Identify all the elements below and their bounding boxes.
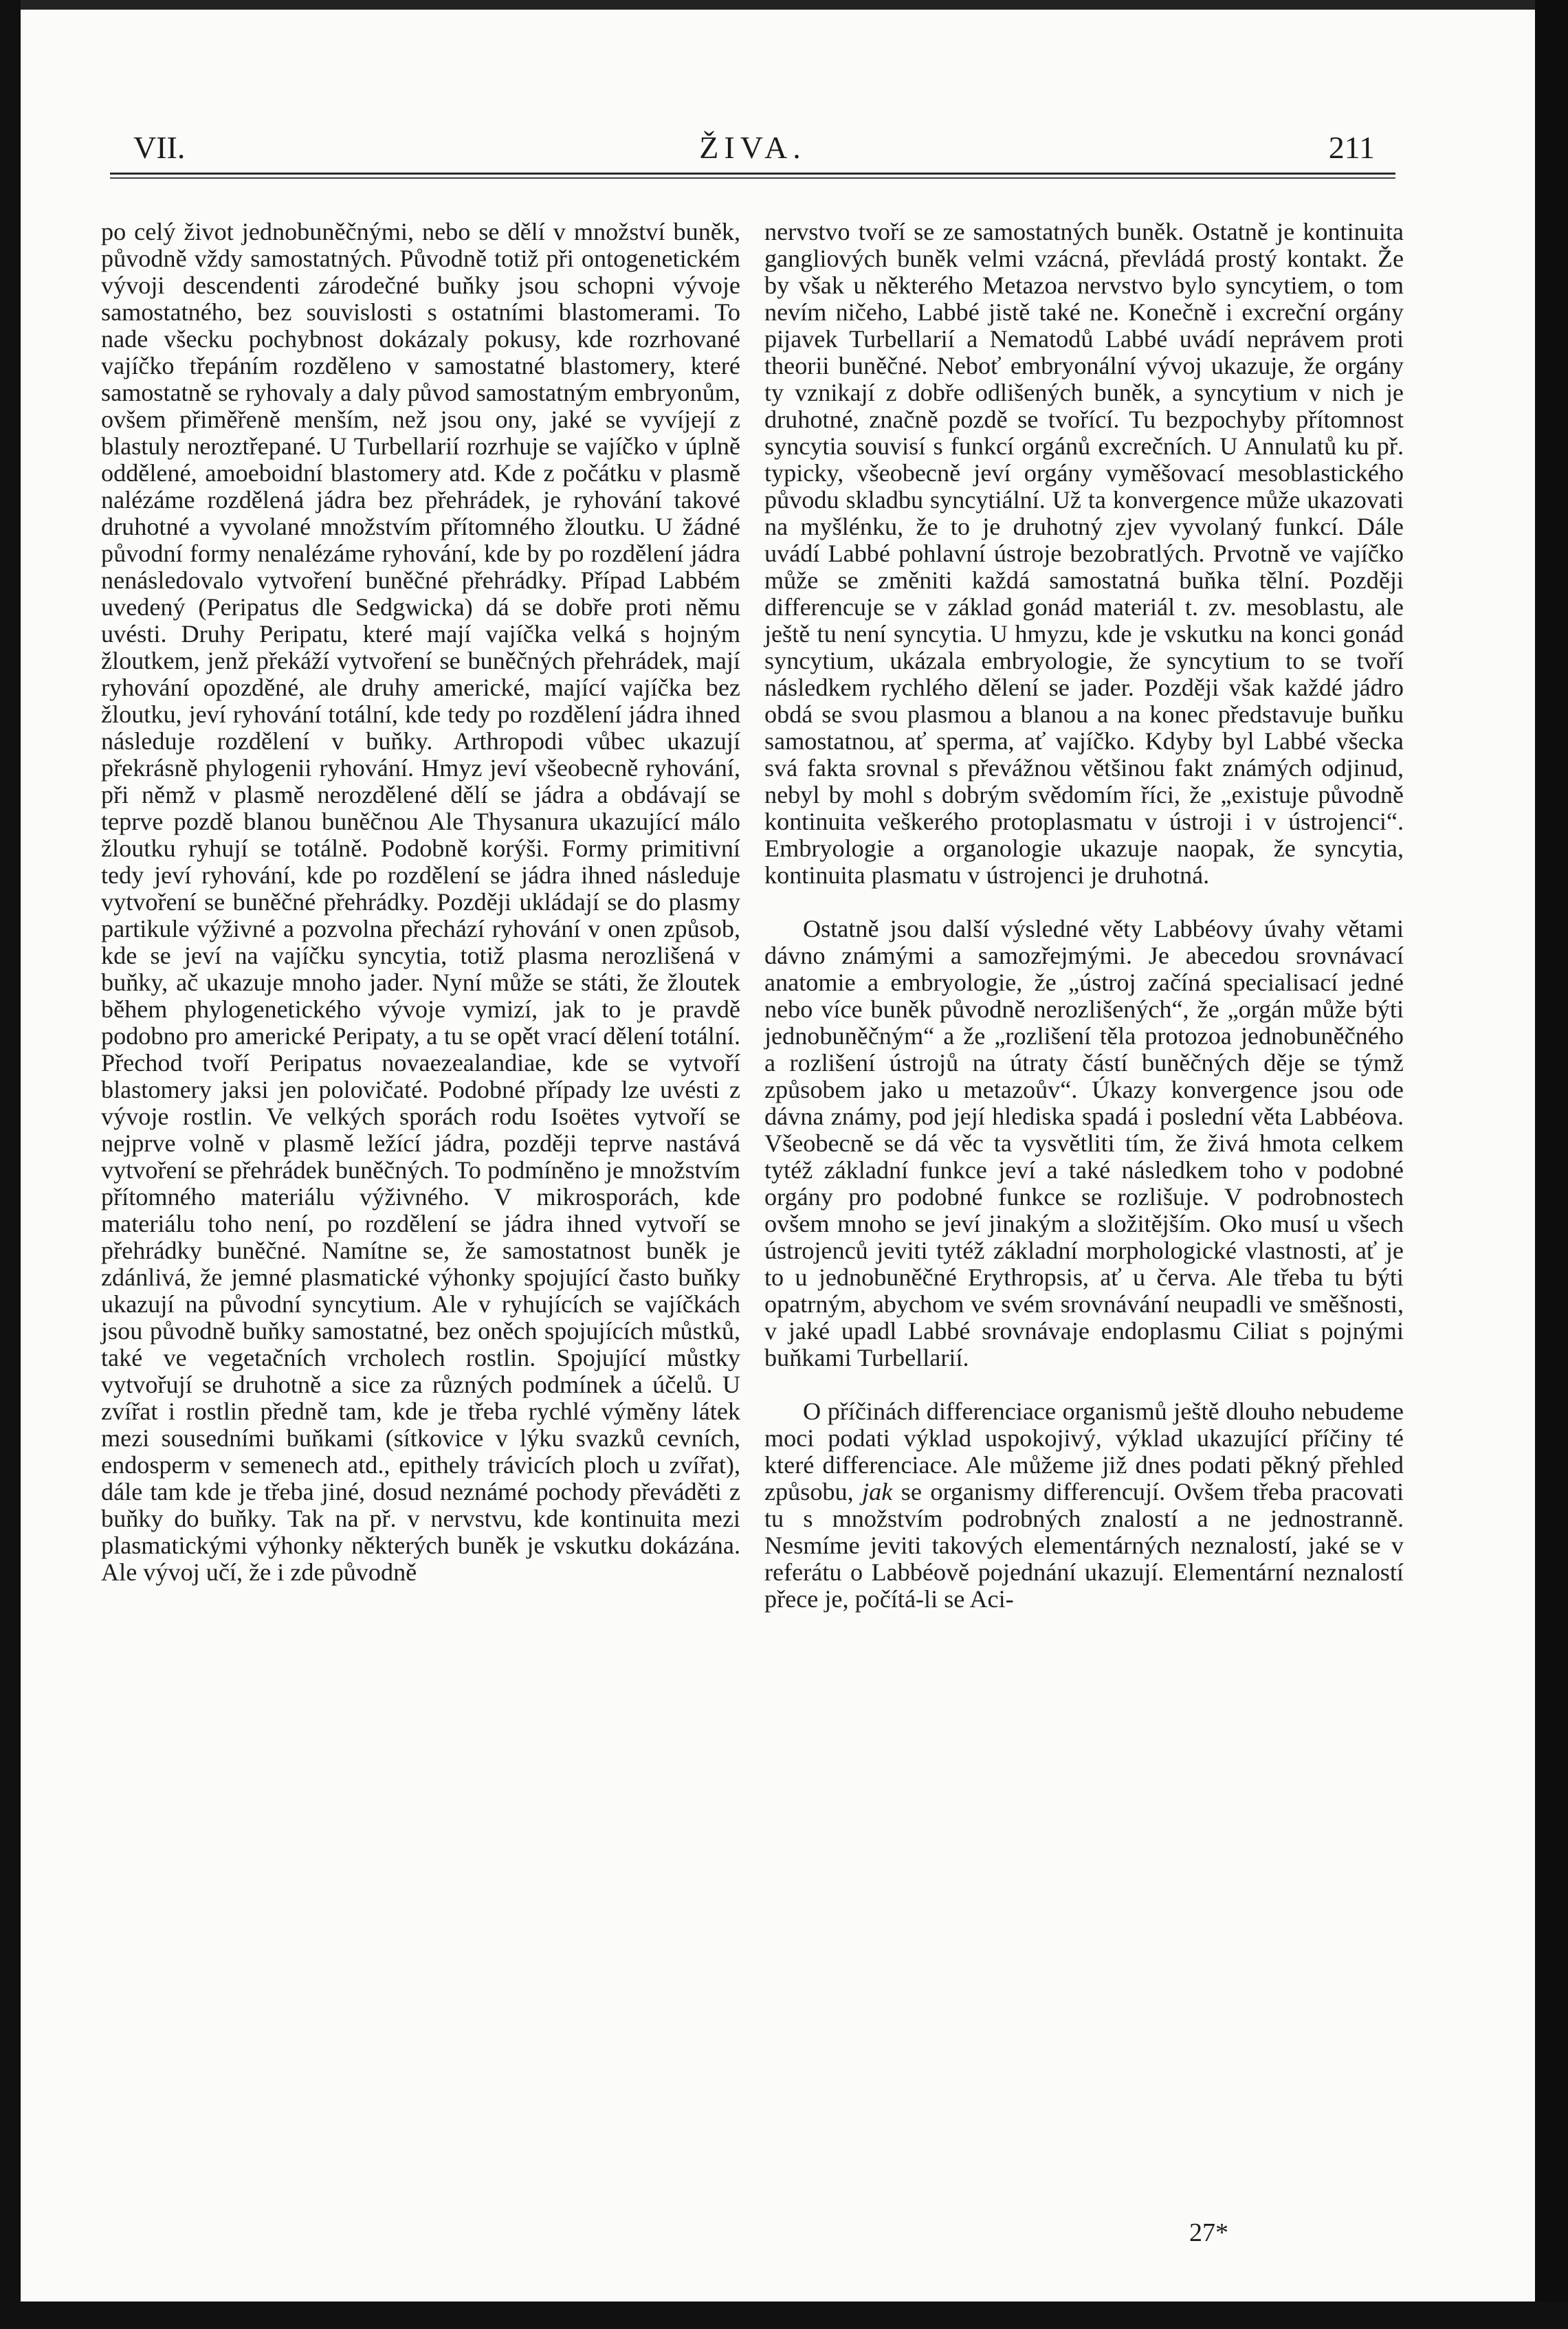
left-column: [101, 219, 740, 1586]
scan-edge-left: [0, 0, 21, 2329]
journal-title: ŽIVA.: [699, 130, 806, 165]
header-rule-thick: [110, 173, 1395, 175]
header-rule-thin: [110, 177, 1395, 179]
running-header: [131, 124, 1375, 172]
scan-edge-top: [0, 0, 1568, 10]
right-paragraph-3-italic: jak: [862, 1478, 893, 1505]
scan-edge-right: [1535, 0, 1568, 2329]
signature-mark: 27*: [1189, 2218, 1228, 2247]
page-number: 211: [1328, 130, 1375, 165]
right-paragraph-1: nervstvo tvoří se ze samostatných buněk. Ostatně je kontinuita gangliových buněk velmi vzácná, převládá prostý kontakt. Že by však u některého Metazoa nervstvo bylo syncytiem, o tom nevím ničeho, Labbé jistě také ne. Konečně i excreční orgány pijavek Turbellarií a Nematodů Labbé uvádí neprávem proti theorii buněčné. Neboť embryonální vývoj ukazuje, že orgány ty vznikají z dobře odlišených buněk, a syncytium v nich je druhotné, značně pozdě se tvořící. Tu bezpochyby přítomnost syncytia souvisí s funkcí orgánů excrečních. U Annulatů ku př. typicky, všeobecně jeví orgány vyměšovací mesoblastického původu skladbu syncytiální. Už ta konvergence může ukazovati na myšlénku, že to je druhotný zjev vyvolaný funkcí. Dále uvádí Labbé pohlavní ústroje bezobratlých. Prvotně ve vajíčko může se změniti každá samostatná buňka tělní. Později differencuje se v základ gonád materiál t. zv. mesoblastu, ale ještě tu není syncytia. U hmyzu, kde je vskutku na konci gonád syncytium, ukázala embryologie, že syncytium to se tvoří následkem rychlého dělení se jader. Později však každé jádro obdá se svou plasmou a blanou a na konec představuje buňku samostatnou, ať sperma, ať vajíčko. Kdyby byl Labbé všecka svá fakta srovnal s převážnou většinou fakt známých odjinud, nebyl by mohl s dobrým svědomím říci, že „existuje původně kontinuita veškerého protoplasmatu v ústroji i v ústrojenci“. Embryologie a organologie ukazuje naopak, že syncytia, kontinuita plasmatu v ústrojenci je druhotná.: [764, 218, 1404, 889]
right-paragraph-3: [764, 1398, 1404, 1613]
right-column: [764, 219, 1404, 1613]
right-paragraph-3-text-a: O příčinách differenciace organismů ještě dlouho nebudeme moci podati výklad uspokojivý, výklad ukazující příčiny té které differenciace. Ale můžeme již dnes podati pěkný přehled způsobu,: [764, 1398, 1404, 1505]
left-paragraph-1: po celý život jednobuněčnými, nebo se dělí v množství buněk, původně vždy samostatných. Původně totiž při ontogenetickém vývoji descendenti zárodečné buňky jsou schopni vývoje samostatného, bez souvislosti s ostatními blastomerami. To nade všecku pochybnost dokázaly pokusy, kde rozrhované vajíčko třepáním rozděleno v samostatné blastomery, které samostatně se ryhovaly a daly původ samostatným embryonům, ovšem přiměřeně menším, než jsou ony, jaké se vyvíjejí z blastuly neroztřepané. U Turbellarií rozrhuje se vajíčko v úplně oddělené, amoeboidní blastomery atd. Kde z počátku v plasmě nalézáme rozdělená jádra bez přehrádek, je ryhování takové druhotné a vyvolané množstvím přítomného žloutku. U žádné původní formy nenalézáme ryhování, kde by po rozdělení jádra nenásledovalo vytvoření buněčné přehrádky. Případ Labbém uvedený (Peripatus dle Sedgwicka) dá se dobře proti němu uvésti. Druhy Peripatu, které mají vajíčka velká s hojným žloutkem, jenž překáží vytvoření se buněčných přehrádek, mají ryhování opozděné, ale druhy americké, mající vajíčka bez žloutku, jeví ryhování totální, kde tedy po rozdělení jádra ihned následuje rozdělení v buňky. Arthropodi vůbec ukazují překrásně phylogenii ryhování. Hmyz jeví všeobecně ryhování, při němž v plasmě nerozdělené dělí se jádra a obdávají se teprve pozdě blanou buněčnou Ale Thysanura ukazující málo žloutku ryhují se totálně. Podobně korýši. Formy primitivní tedy jeví ryhování, kde po rozdělení se jádra ihned následuje vytvoření se buněčné přehrádky. Později ukládají se do plasmy partikule výživné a pozvolna přechází ryhování v onen způsob, kde se jeví na vajíčku syncytia, totiž plasma nerozlišená v buňky, ač ukazuje mnoho jader. Nyní může se státi, že žloutek během phylogenetického vývoje vymizí, jak to je pravdě podobno pro americké Peripaty, a tu se opět vrací dělení totální. Přechod tvoří Peripatus novaezealandiae, kde se vytvoří blastomery jaksi jen polovičaté. Podobné případy lze uvésti z vývoje rostlin. Ve velkých sporách rodu Isoëtes vytvoří se nejprve volně v plasmě ležící jádra, později teprve nastává vytvoření se přehrádek buněčných. To podmíněno je množstvím přítomného materiálu výživného. V mikrosporách, kde materiálu toho není, po rozdělení se jádra ihned vytvoří se přehrádky buněčné. Namítne se, že samostatnost buněk je zdánlivá, že jemné plasmatické výhonky spojující často buňky ukazují na původní syncytium. Ale v ryhujících se vajíčkách jsou původně buňky samostatné, bez oněch spojujících můstků, také ve vegetačních vrcholech rostlin. Spojující můstky vytvořují se druhotně a sice za různých podmínek a účelů. U zvířat i rostlin předně tam, kde je třeba rychlé výměny látek mezi sousedními buňkami (sítkovice v lýku svazků cevních, endosperm v semenech atd., epithely trávicích ploch u zvířat), dále tam kde je třeba jiné, dosud neznámé pochody převáděti z buňky do buňky. Tak na př. v nervstvu, kde kontinuita mezi plasmatickými výhonky některých buněk je vskutku dokázána. Ale vývoj učí, že i zde původně: [101, 218, 740, 1586]
scan-edge-bottom: [0, 2302, 1568, 2329]
volume-number: VII.: [133, 130, 186, 165]
right-paragraph-3-text-b: se organismy differencují. Ovšem třeba pracovati tu s množstvím podrobných znalostí a ne jednostranně. Nesmíme jeviti takových elementárných neznalostí, jaké se v referátu o Labbéově pojednání ukazují. Elementární neznalostí přece je, počítá-li se Aci-: [764, 1478, 1404, 1613]
right-paragraph-2: Ostatně jsou další výsledné věty Labbéovy úvahy větami dávno známými a samozřejmými. Je abecedou srovnávací anatomie a embryologie, že „ústroj začíná specialisací jedné nebo více buněk původně nerozlišených“, že „orgán může býti jednobuněčným“ a že „rozlišení těla protozoa jednobuněčného a rozlišení ústrojů na útraty částí buněčných děje se týmž způsobem jako u metazoův“. Úkazy konvergence jsou ode dávna známy, pod její hlediska spadá i poslední věta Labbéova. Všeobecně se dá věc ta vysvětliti tím, že živá hmota celkem tytéž základní funkce jeví a také následkem toho v podobné orgány pro podobné funkce se rozlišuje. V podrobnostech ovšem mnoho se jeví jinakým a složitějším. Oko musí u všech ústrojenců jeviti tytéž základní morphologické vlastnosti, ať je to u jednobuněčné Erythropsis, ať u červa. Ale třeba tu býti opatrným, abychom ve svém srovnávání neupadli ve směšnosti, v jaké upadl Labbé srovnávaje endoplasmu Ciliat s pojnými buňkami Turbellarií.: [764, 915, 1404, 1371]
